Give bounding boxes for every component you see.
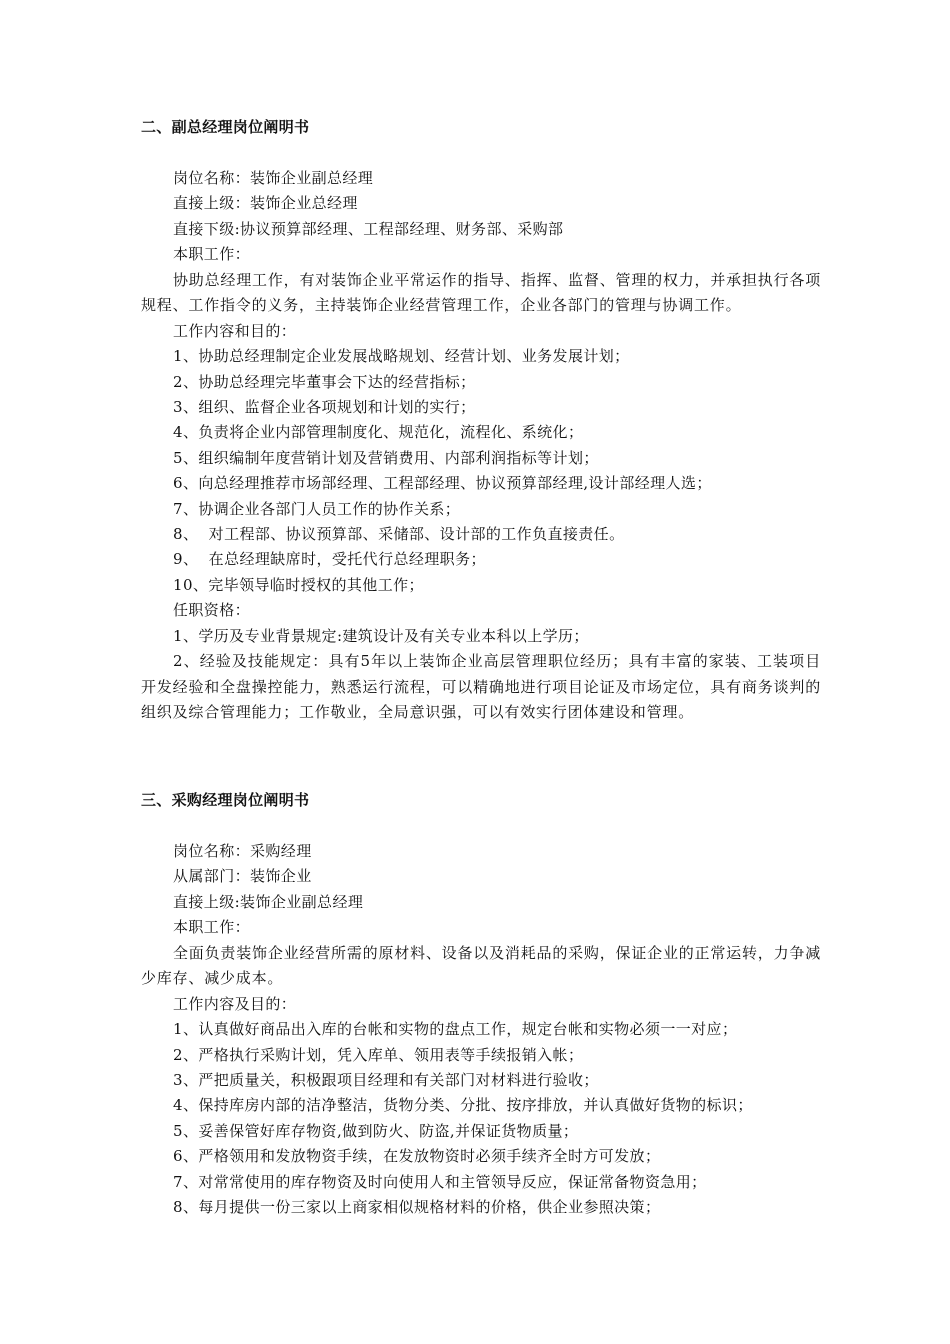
list-item: 3、严把质量关，积极跟项目经理和有关部门对材料进行验收； — [173, 1071, 599, 1090]
list-item: 3、组织、监督企业各项规划和计划的实行； — [173, 398, 476, 417]
direct-superior: 直接上级:装饰企业副总经理 — [173, 892, 364, 911]
content-label: 工作内容和目的： — [173, 321, 297, 340]
position-name: 岗位名称：采购经理 — [173, 842, 312, 860]
content-label: 工作内容及目的： — [173, 994, 297, 1013]
qualification-label: 任职资格： — [173, 601, 251, 620]
section-purchasing-manager — [141, 790, 821, 1220]
direct-subordinates: 直接下级:协议预算部经理、工程部经理、财务部、采购部 — [173, 219, 564, 238]
list-item: 7、对常常使用的库存物资及时向使用人和主管领导反应，保证常备物资急用； — [173, 1172, 707, 1191]
position-name: 岗位名称：装饰企业副总经理 — [173, 169, 374, 187]
list-item: 5、妥善保管好库存物资,做到防火、防盗,并保证货物质量； — [173, 1121, 579, 1140]
section-heading: 二、副总经理岗位阐明书 — [141, 118, 310, 136]
section-vice-general-manager — [141, 117, 821, 726]
list-item: 6、严格领用和发放物资手续，在发放物资时必须手续齐全时方可发放； — [173, 1147, 661, 1166]
list-item: 7、协调企业各部门人员工作的协作关系； — [173, 499, 461, 518]
list-item: 8、 对工程部、协议预算部、采储部、设计部的工作负直接责任。 — [173, 525, 625, 544]
department: 从属部门：装饰企业 — [173, 867, 312, 886]
list-item: 6、向总经理推荐市场部经理、工程部经理、协议预算部经理,设计部经理人选； — [173, 474, 712, 493]
list-item: 1、协助总经理制定企业发展战略规划、经营计划、业务发展计划； — [173, 347, 630, 366]
list-item: 9、 在总经理缺席时，受托代行总经理职务； — [173, 550, 486, 569]
duty-text: 协助总经理工作，有对装饰企业平常运作的指导、指挥、监督、管理的权力，并承担执行各项规程、工作指令的义务，主持装饰企业经营管理工作，企业各部门的管理与协调工作。 — [141, 270, 821, 315]
list-item: 4、负责将企业内部管理制度化、规范化，流程化、系统化； — [173, 423, 584, 442]
section-heading: 三、采购经理岗位阐明书 — [141, 791, 310, 809]
duty-label: 本职工作： — [173, 918, 251, 937]
list-item: 2、严格执行采购计划，凭入库单、领用表等手续报销入帐； — [173, 1045, 584, 1064]
direct-superior: 直接上级：装饰企业总经理 — [173, 194, 358, 213]
list-item: 8、每月提供一份三家以上商家相似规格材料的价格，供企业参照决策； — [173, 1198, 661, 1217]
list-item: 5、组织编制年度营销计划及营销费用、内部利润指标等计划； — [173, 448, 599, 467]
list-item: 10、完毕领导临时授权的其他工作； — [173, 575, 424, 594]
qualification-education: 1、学历及专业背景规定:建筑设计及有关专业本科以上学历； — [173, 626, 589, 645]
list-item: 1、认真做好商品出入库的台帐和实物的盘点工作，规定台帐和实物必须一一对应； — [173, 1020, 738, 1039]
list-item: 4、保持库房内部的洁净整洁，货物分类、分批、按序排放，并认真做好货物的标识； — [173, 1096, 753, 1115]
list-item: 2、协助总经理完毕董事会下达的经营指标； — [173, 372, 476, 391]
qualification-experience: 2、经验及技能规定：具有5年以上装饰企业高层管理职位经历；具有丰富的家装、工装项目开发经验和全盘操控能力，熟悉运行流程，可以精确地进行项目论证及市场定位，具有商务谈判的组织及综合管理能力；工作敬业，全局意识强，可以有效实行团体建设和管理。 — [141, 652, 821, 722]
duty-text: 全面负责装饰企业经营所需的原材料、设备以及消耗品的采购，保证企业的正常运转，力争减少库存、减少成本。 — [141, 943, 821, 988]
duty-label: 本职工作： — [173, 245, 251, 264]
